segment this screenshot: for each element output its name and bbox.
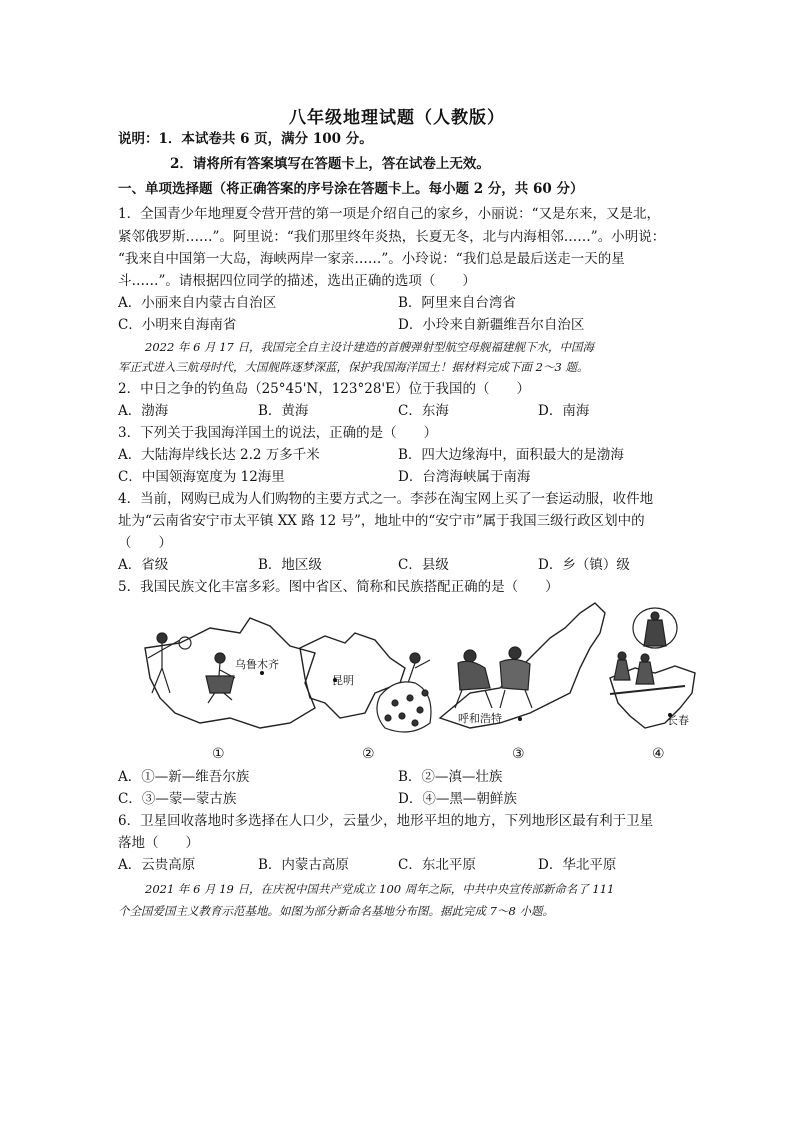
province-maps-figure [140, 598, 700, 763]
q4-stem-line: （ ） [118, 535, 172, 551]
q4-option-b: B．地区级 [258, 557, 322, 573]
q2-option-b: B．黄海 [258, 403, 309, 419]
q4-option-a: A．省级 [118, 557, 169, 573]
q6-stem-line: 落地（ ） [118, 835, 199, 851]
q1-stem-line: 斗……”。请根据四位同学的描述，选出正确的选项（ ） [118, 273, 476, 289]
wrestlers-illustration [455, 647, 532, 708]
map-number-3: ③ [512, 746, 525, 762]
q1-option-a: A．小丽来自内蒙古自治区 [118, 295, 277, 311]
material-text-line: 军正式进入三航母时代，大国舰阵逐梦深蓝，保护我国海洋国土！据材料完成下面 2～3 题。 [118, 360, 589, 374]
note-line-2: 2．请将所有答案填写在答题卡上，答在试卷上无效。 [170, 156, 490, 172]
q6-option-d: D．华北平原 [538, 857, 617, 873]
map-number-4: ④ [652, 746, 665, 762]
note-line-1: 说明：1．本试卷共 6 页，满分 100 分。 [118, 131, 373, 147]
q1-option-c: C．小明来自海南省 [118, 317, 237, 333]
q3-option-c: C．中国领海宽度为 12海里 [118, 469, 285, 485]
map-label-hohhot: 呼和浩特 [458, 712, 502, 725]
q1-stem-line: 紧邻俄罗斯……”。阿里说：“我们那里终年炎热，长夏无冬，北与内海相邻……”。小明说： [118, 229, 666, 245]
map-number-2: ② [362, 746, 375, 762]
material-text-line: 2022 年 6 月 17 日，我国完全自主设计建造的首艘弹射型航空母舰福建舰下水，中国海 [145, 340, 594, 354]
q5-option-b: B．②—滇—壮族 [398, 769, 503, 785]
q2-option-c: C．东海 [398, 403, 449, 419]
q4-option-c: C．县级 [398, 557, 449, 573]
q1-stem-line: 1．全国青少年地理夏令营开营的第一项是介绍自己的家乡，小丽说：“又是东来，又是北， [118, 206, 660, 222]
q1-option-b: B．阿里来自台湾省 [398, 295, 516, 311]
q6-option-a: A．云贵高原 [118, 857, 196, 873]
dancer-illustration [377, 653, 431, 732]
q3-stem: 3．下列关于我国海洋国土的说法，正确的是（ ） [118, 425, 438, 441]
q2-option-a: A．渤海 [118, 403, 169, 419]
korean-dancers-illustration [610, 608, 685, 694]
q5-option-c: C．③—蒙—蒙古族 [118, 791, 237, 807]
q2-option-d: D．南海 [538, 403, 590, 419]
q6-option-b: B．内蒙古高原 [258, 857, 349, 873]
map-label-changchun: 长春 [667, 714, 689, 727]
q4-option-d: D．乡（镇）级 [538, 557, 630, 573]
q1-stem-line: “我来自中国第一大岛，海峡两岸一家亲……”。小玲说：“我们总是最后送走一天的星 [118, 251, 625, 267]
xinjiang-outline [145, 618, 315, 728]
q5-option-a: A．①—新—维吾尔族 [118, 769, 250, 785]
material-text-line: 个全国爱国主义教育示范基地。如图为部分新命名基地分布图。据此完成 7～8 小题。 [118, 904, 554, 918]
dancers-illustration [148, 633, 235, 703]
q6-option-c: C．东北平原 [398, 857, 476, 873]
q4-stem-line: 4．当前，网购已成为人们购物的主要方式之一。李莎在淘宝网上买了一套运动服，收件地 [118, 491, 654, 507]
map-label-kunming: 昆明 [332, 674, 354, 687]
q6-stem-line: 6．卫星回收落地时多选择在人口少，云量少，地形平坦的地方，下列地形区最有利于卫星 [118, 813, 654, 829]
map-number-1: ① [212, 746, 225, 762]
map-label-urumqi: 乌鲁木齐 [235, 658, 279, 671]
q5-option-d: D．④—黑—朝鲜族 [398, 791, 517, 807]
page-title: 八年级地理试题（人教版） [289, 108, 505, 128]
q3-option-d: D．台湾海峡属于南海 [398, 469, 531, 485]
province-maps-svg [140, 598, 700, 763]
q1-option-d: D．小玲来自新疆维吾尔自治区 [398, 317, 585, 333]
q4-stem-line: 址为“云南省安宁市太平镇 XX 路 12 号”，地址中的“安宁市”属于我国三级行政区划中的 [118, 513, 645, 529]
q2-stem: 2．中日之争的钓鱼岛（25°45'N，123°28'E）位于我国的（ ） [118, 381, 530, 397]
material-text-line: 2021 年 6 月 19 日，在庆祝中国共产党成立 100 周年之际，中共中央宣传部新命名了 111 [145, 882, 615, 896]
q3-option-a: A．大陆海岸线长达 2.2 万多千米 [118, 447, 320, 463]
section-heading: 一、单项选择题（将正确答案的序号涂在答题卡上。每小题 2 分，共 60 分） [118, 181, 584, 197]
q5-stem: 5．我国民族文化丰富多彩。图中省区、简称和民族搭配正确的是（ ） [118, 579, 559, 595]
q3-option-b: B．四大边缘海中，面积最大的是渤海 [398, 447, 624, 463]
